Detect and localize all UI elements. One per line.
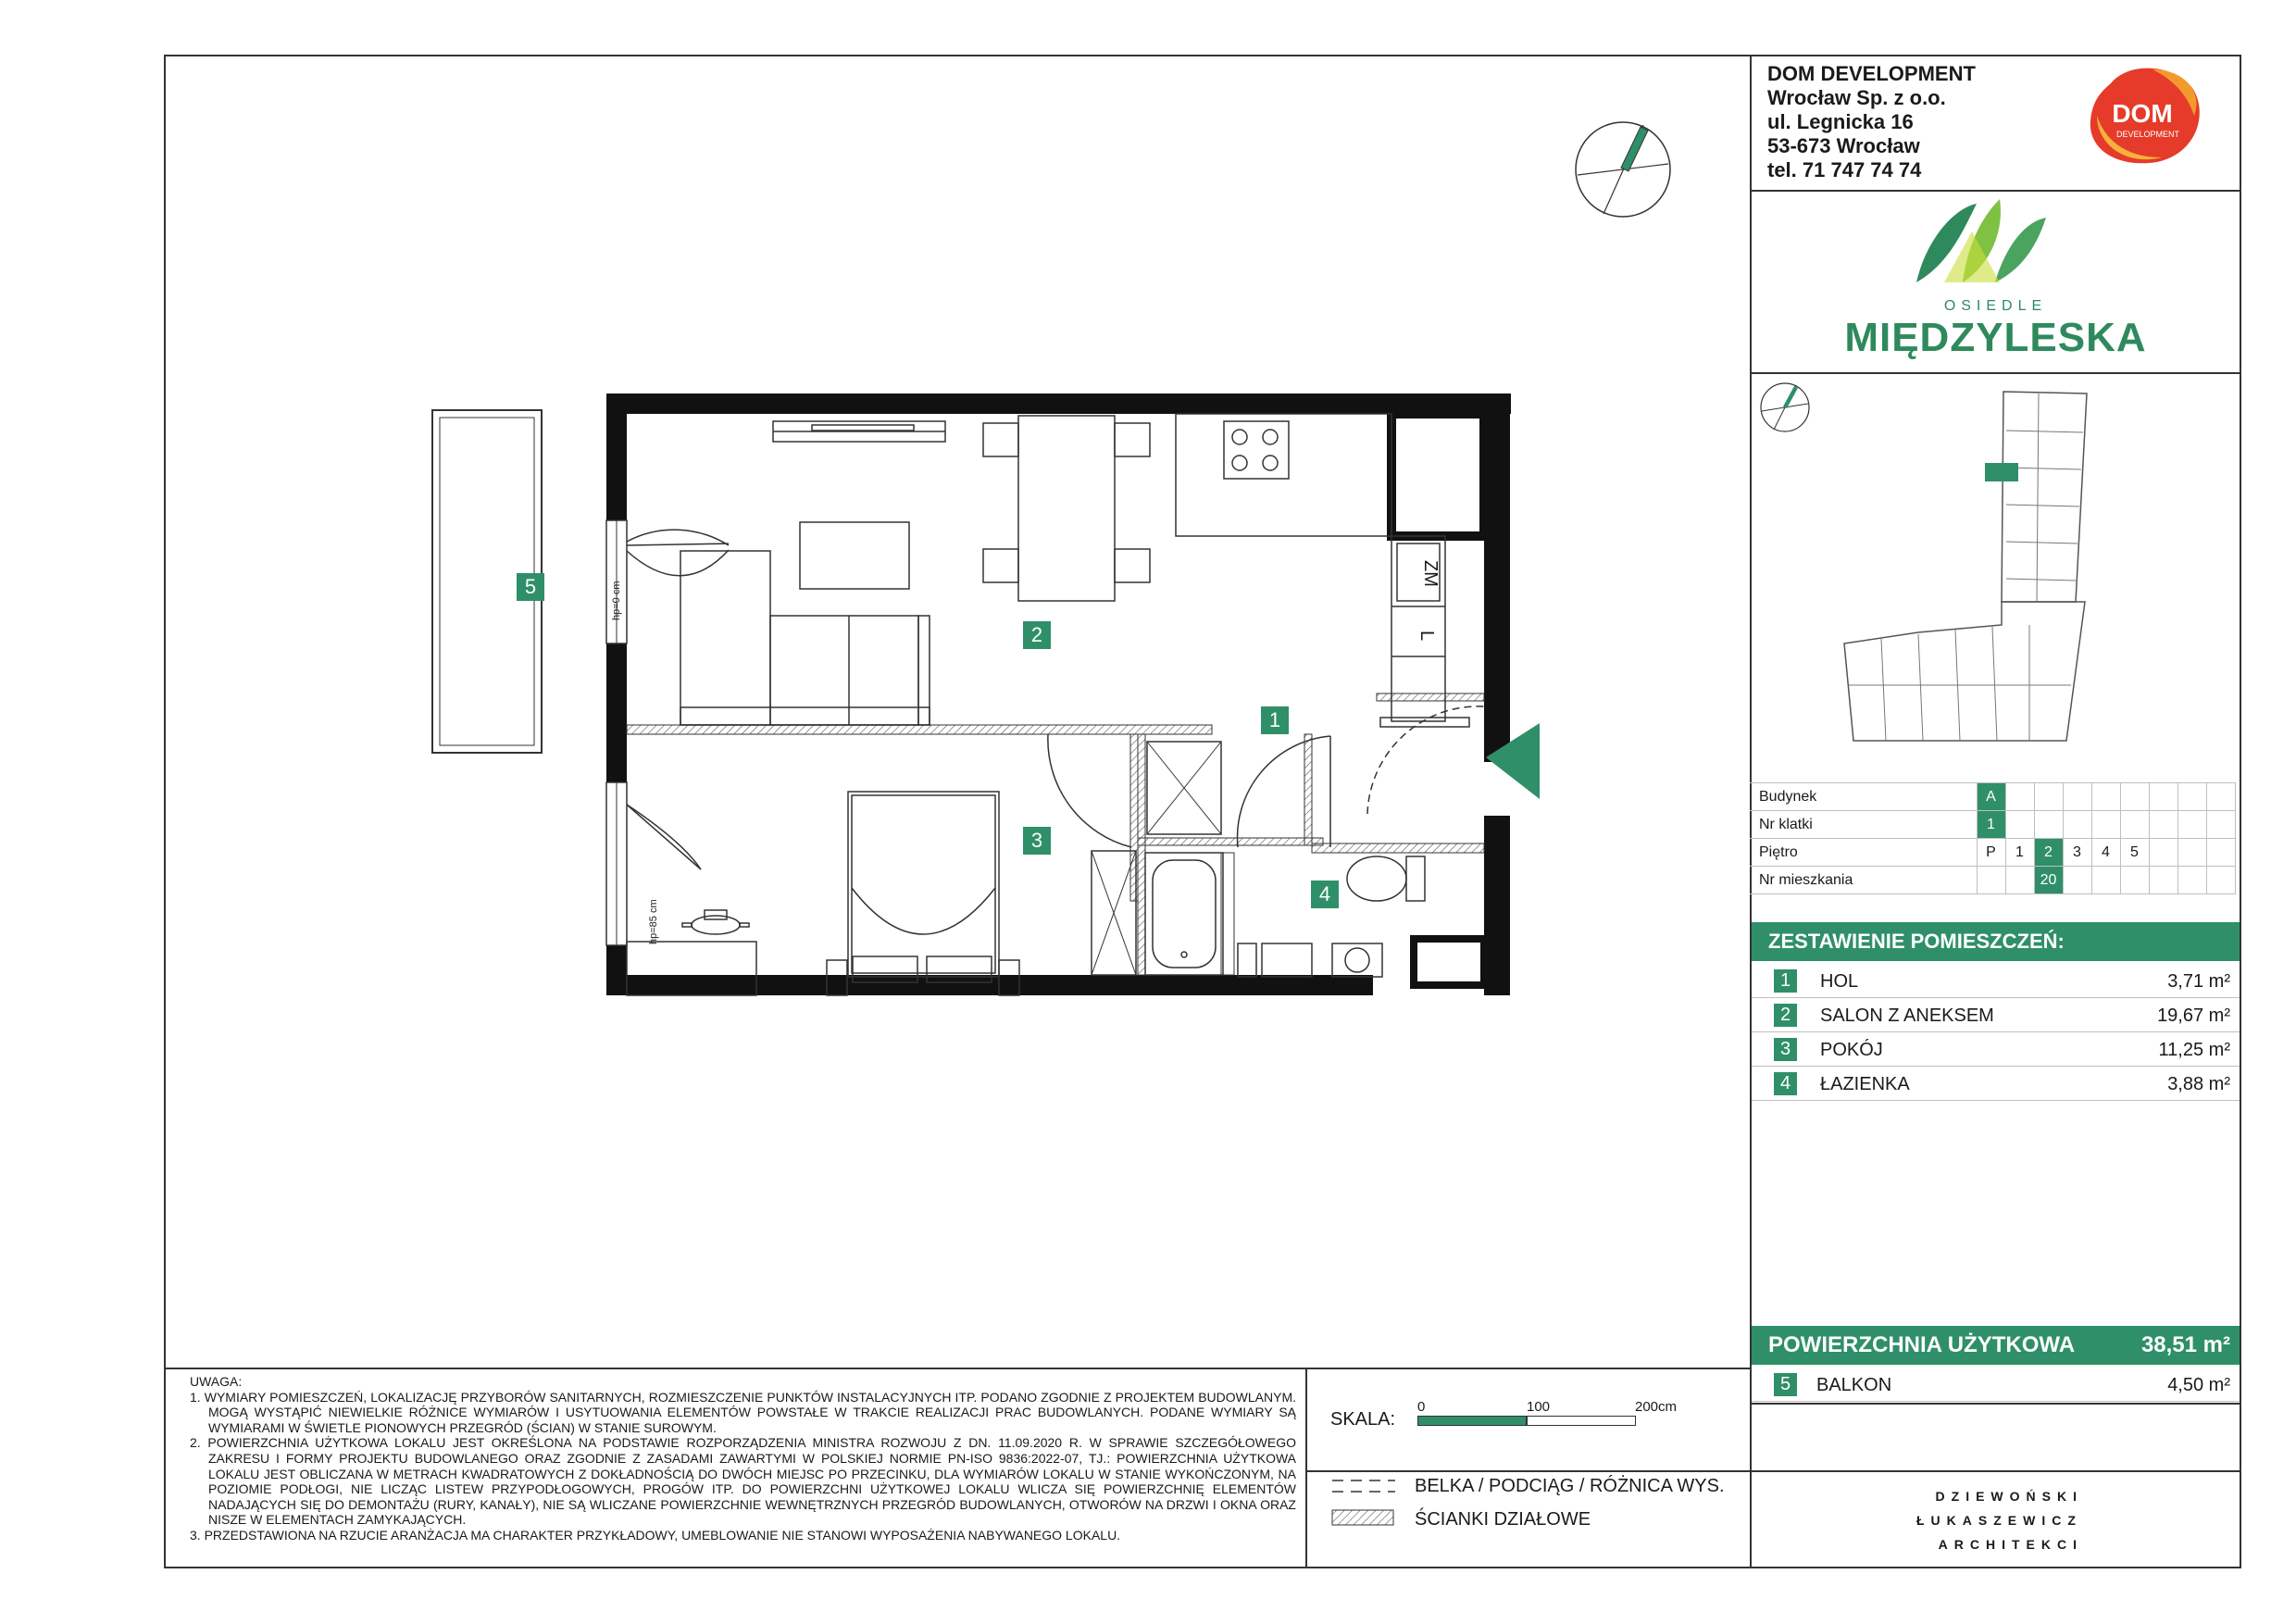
outer-walls — [606, 394, 1511, 995]
room-number-badge: 2 — [1774, 1004, 1797, 1027]
info-cell — [2177, 811, 2206, 839]
notes — [190, 1374, 1296, 1543]
room-area: 3,71 m² — [2167, 971, 2230, 992]
room-name: ŁAZIENKA — [1820, 1074, 1910, 1094]
info-cell — [2149, 783, 2177, 811]
info-cell — [2034, 811, 2063, 839]
company-info — [1767, 62, 1976, 182]
room-name: SALON Z ANEKSEM — [1820, 1006, 1994, 1026]
room-number-badge: 1 — [1774, 969, 1797, 993]
dishwasher-label: L — [1416, 630, 1438, 642]
info-row-label: Nr mieszkania — [1750, 867, 1977, 894]
compass-small-icon — [1761, 383, 1809, 431]
info-row — [1750, 867, 2235, 894]
info-cell — [2206, 783, 2235, 811]
info-cell: A — [1977, 783, 2005, 811]
scale-label: SKALA: — [1330, 1409, 1396, 1430]
company-city: 53-673 Wrocław — [1767, 134, 1920, 157]
info-cell — [2005, 783, 2034, 811]
info-cell — [2091, 783, 2120, 811]
info-cell — [2091, 867, 2120, 894]
company-name: DOM DEVELOPMENT — [1767, 62, 1976, 85]
info-cell — [2206, 811, 2235, 839]
fridge-label: ZM — [1419, 560, 1441, 587]
usable-area-value: 38,51 m² — [2140, 1332, 2230, 1357]
info-row-label: Budynek — [1750, 783, 1977, 811]
room-badge-1: 1 — [1261, 706, 1289, 734]
room-area: 3,88 m² — [2167, 1074, 2230, 1094]
legend-symbols — [1330, 1477, 1404, 1532]
building-key-plan — [1752, 375, 2240, 781]
usable-area-label: POWIERZCHNIA UŻYTKOWA — [1768, 1332, 2076, 1357]
info-cell — [1977, 867, 2005, 894]
scale-bar-filled — [1417, 1416, 1528, 1426]
info-cell: 1 — [1977, 811, 2005, 839]
info-cell — [2005, 867, 2034, 894]
bathtub — [1145, 853, 1223, 975]
estate-leaf-logo — [1907, 194, 2074, 287]
info-cell — [2206, 867, 2235, 894]
info-cell: 3 — [2063, 839, 2091, 867]
architect-logo: DZIEWOŃSKI ŁUKASZEWICZ ARCHITEKCI — [1916, 1489, 2083, 1552]
info-cell — [2177, 783, 2206, 811]
legend-partitions: ŚCIANKI DZIAŁOWE — [1415, 1509, 1591, 1530]
partition-walls — [627, 693, 1510, 975]
estate-name: MIĘDZYLESKA — [1844, 315, 2147, 360]
scale-tick-200: 200cm — [1635, 1399, 1678, 1415]
balcony-area: 4,50 m² — [2167, 1375, 2230, 1395]
room-name: HOL — [1820, 971, 1859, 992]
info-cell — [2120, 867, 2149, 894]
room-row — [1752, 964, 2240, 998]
note-3: 3. PRZEDSTAWIONA NA RZUCIE ARANŻACJA MA CHARAKTER PRZYKŁADOWY, UMEBLOWANIE NIE STANOWI WYPOSAŻENIA NABYWANEGO LOKALU. — [190, 1527, 1121, 1543]
info-row-label: Nr klatki — [1750, 811, 1977, 839]
info-cell: 2 — [2034, 839, 2063, 867]
note-1: 1. WYMIARY POMIESZCZEŃ, LOKALIZACJĘ PRZYBORÓW SANITARNYCH, ROZMIESZCZENIE PUNKTÓW INSTALACYJNYCH ITP. PODANO ZGODNIE Z PROJEKTEM BUDOWLANYM. MOGĄ WYSTĄPIĆ NIEWIELKIE RÓŻNICE WYMIARÓW I USYTUOWANIA ELEMENTÓW POWSTAŁE W TRAKCIE REALIZACJI PRAC BUDOWLANYCH. PODANE WYMIARY SĄ WYMIARAMI W ŚWIETLE PIONOWYCH PRZEGRÓD (ŚCIAN) W STANIE SUROWYM. — [190, 1389, 1296, 1435]
balcony-row — [1752, 1368, 2240, 1402]
info-cell: 5 — [2120, 839, 2149, 867]
north-arrow-icon — [1576, 122, 1670, 217]
usable-area-bar — [1752, 1326, 2240, 1365]
scale-bar-empty — [1526, 1416, 1636, 1426]
washing-machine — [1332, 943, 1382, 977]
company-phone: tel. 71 747 74 74 — [1767, 158, 1922, 181]
sofa — [680, 522, 930, 725]
room-badge-2: 2 — [1023, 621, 1051, 649]
rooms-section-header: ZESTAWIENIE POMIESZCZEŃ: — [1752, 922, 2240, 961]
svg-text:DOM: DOM — [2112, 99, 2173, 128]
info-cell: P — [1977, 839, 2005, 867]
info-cell: 4 — [2091, 839, 2120, 867]
company-line2: Wrocław Sp. z o.o. — [1767, 86, 1946, 109]
info-cell: 1 — [2005, 839, 2034, 867]
room-badge-3: 3 — [1023, 827, 1051, 855]
floor-plan — [164, 55, 1750, 1369]
info-cell — [2149, 839, 2177, 867]
info-cell — [2005, 811, 2034, 839]
room-row — [1752, 1067, 2240, 1101]
company-street: ul. Legnicka 16 — [1767, 110, 1914, 133]
room-row — [1752, 998, 2240, 1032]
svg-text:DEVELOPMENT: DEVELOPMENT — [2115, 130, 2180, 139]
scale-tick-0: 0 — [1417, 1399, 1426, 1415]
room-badge-4: 4 — [1311, 881, 1339, 908]
info-cell — [2120, 811, 2149, 839]
note-2: 2. POWIERZCHNIA UŻYTKOWA LOKALU JEST OKREŚLONA NA PODSTAWIE ROZPORZĄDZENIA MINISTRA ROZWOJU Z DN. 11.09.2020 R. W SPRAWIE SZCZEGÓŁOWEGO ZAKRESU I FORMY PROJEKTU BUDOWLANEGO ORAZ ZGODNIE Z ZASADAMI ZAWARTYMI W POLSKIEJ NORMIE PN-ISO 9836:2022-07, TJ.: POWIERZCHNIA UŻYTKOWA LOKALU JEST OBLICZANA W METRACH KWADRATOWYCH Z DOKŁADNOŚCIĄ DO DWÓCH MIEJSC PO PRZECINKU, DLA WYMIARÓW LOKALU W STANIE WYKOŃCZONYM, NA POZIOMIE PODŁOGI, NIE LICZĄC LISTEW PRZYPODŁOGOWYCH, PROGÓW ITP. DO POWIERZCHNI UŻYTKOWEJ LOKALU WLICZA SIĘ POWIERZCHNIĘ ELEMENTÓW NADAJĄCYCH SIĘ DO DEMONTAŻU (RURY, KANAŁY), NIE SĄ WLICZANE POWIERZCHNIE WEWNĘTRZNYCH PRZEGRÓD BUDOWLANYCH, OTWORÓW NA DRZWI I OKNA ORAZ NISZE W ELEMENTACH ZAMYKAJĄCYCH. — [190, 1435, 1296, 1528]
balcony-badge: 5 — [1774, 1373, 1797, 1396]
legend-beam: BELKA / PODCIĄG / RÓŻNICA WYS. — [1415, 1476, 1725, 1496]
room-name: POKÓJ — [1820, 1040, 1883, 1060]
info-cell — [2206, 839, 2235, 867]
window-height-label: hp=0 cm — [611, 581, 622, 620]
info-cell — [2149, 867, 2177, 894]
info-row — [1750, 783, 2235, 811]
notes-title: UWAGA: — [190, 1374, 243, 1389]
info-cell: 20 — [2034, 867, 2063, 894]
info-cell — [2063, 783, 2091, 811]
info-cell — [2177, 839, 2206, 867]
info-cell — [2063, 811, 2091, 839]
estate-prefix: OSIEDLE — [1943, 298, 2048, 314]
info-row — [1750, 811, 2235, 839]
room-row — [1752, 1032, 2240, 1067]
dining-table — [983, 416, 1150, 601]
info-cell — [2120, 783, 2149, 811]
room-area: 19,67 m² — [2157, 1006, 2230, 1026]
room-badge-5: 5 — [517, 573, 544, 601]
info-cell — [2063, 867, 2091, 894]
room-number-badge: 3 — [1774, 1038, 1797, 1061]
info-cell — [2091, 811, 2120, 839]
washbasin — [1238, 943, 1312, 977]
toilet — [1347, 856, 1425, 901]
info-cell — [2177, 867, 2206, 894]
info-row-label: Piętro — [1750, 839, 1977, 867]
balcony-name: BALKON — [1816, 1375, 1892, 1395]
scale-tick-100: 100 — [1527, 1399, 1551, 1415]
info-cell — [2149, 811, 2177, 839]
room-number-badge: 4 — [1774, 1072, 1797, 1095]
room-area: 11,25 m² — [2158, 1040, 2230, 1060]
dom-development-logo — [2083, 65, 2213, 171]
window-height-label-2: hp=85 cm — [648, 899, 659, 944]
apartment-info-table — [1750, 782, 2236, 894]
info-cell — [2034, 783, 2063, 811]
bed — [827, 792, 1019, 995]
info-row — [1750, 839, 2235, 867]
